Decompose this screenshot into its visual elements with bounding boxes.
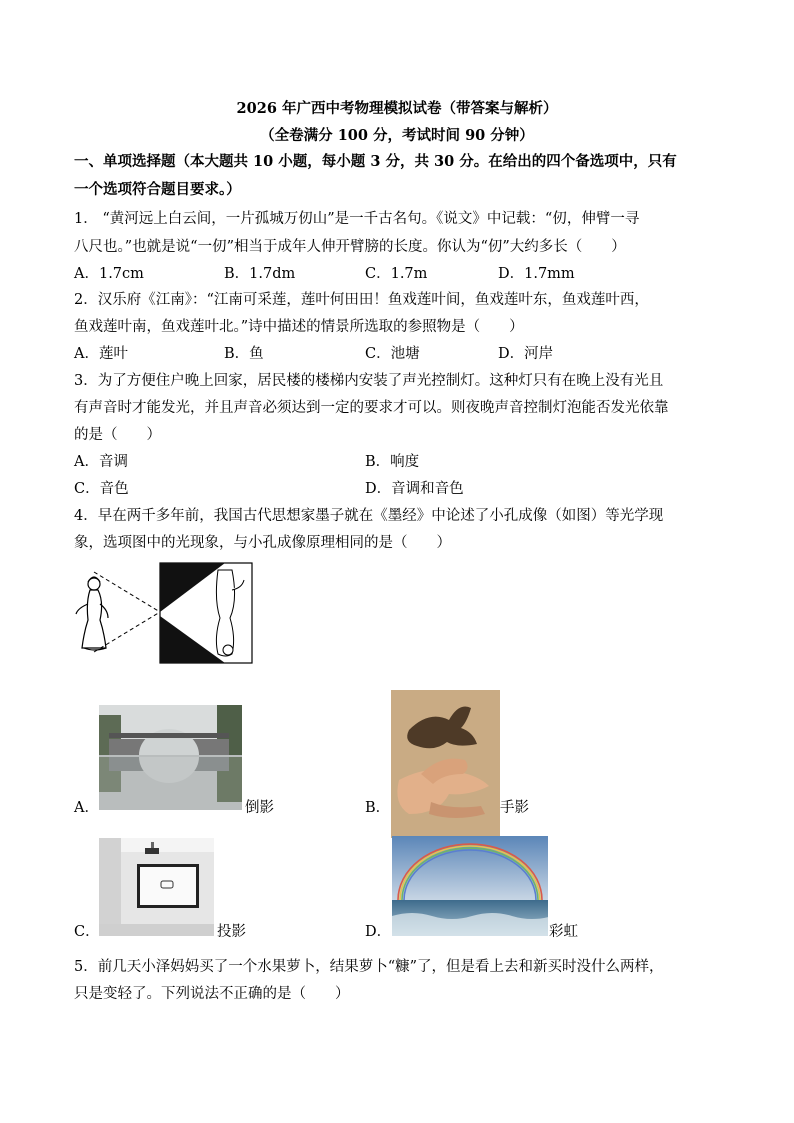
person-figure	[76, 577, 108, 650]
q4-line1: 4．早在两千多年前，我国古代思想家墨子就在《墨经》中论述了小孔成像（如图）等光学现	[74, 508, 664, 524]
option-a-image-reflection	[99, 705, 242, 810]
q1-option-d: D．1.7mm	[498, 266, 575, 282]
option-b-letter: B．	[365, 800, 391, 816]
exam-title: 2026 年广西中考物理模拟试卷（带答案与解析）	[236, 100, 558, 117]
q3-line3: 的是（ ）	[74, 427, 161, 443]
option-b-caption: 手影	[500, 800, 529, 816]
option-c-caption: 投影	[217, 924, 246, 940]
q3-line2: 有声音时才能发光，并且声音必须达到一定的要求才可以。则夜晚声音控制灯泡能否发光依靠	[74, 400, 669, 416]
q1-option-a: A．1.7cm	[74, 266, 144, 282]
option-d-letter: D．	[365, 924, 392, 940]
option-d-caption: 彩虹	[549, 924, 578, 940]
q2-line2: 鱼戏莲叶南，鱼戏莲叶北。”诗中描述的情景所选取的参照物是（ ）	[74, 319, 524, 335]
light-rays	[94, 572, 160, 652]
option-a-letter: A．	[74, 800, 99, 816]
q2-option-b: B．鱼	[224, 346, 264, 362]
option-b-image-hand-shadow	[391, 690, 500, 838]
q3-line1: 3．为了方便住户晚上回家，居民楼的楼梯内安装了声光控制灯。这种灯只有在晚上没有光且	[74, 373, 664, 389]
q2-line1: 2．汉乐府《江南》：“江南可采莲，莲叶何田田！鱼戏莲叶间，鱼戏莲叶东，鱼戏莲叶西，	[74, 292, 649, 308]
pinhole-camera-figure	[70, 560, 255, 670]
q2-option-c: C．池塘	[365, 346, 420, 362]
exam-subtitle: （全卷满分 100 分，考试时间 90 分钟）	[260, 127, 534, 144]
q3-option-c: C．音色	[74, 481, 129, 497]
q4-line2: 象，选项图中的光现象，与小孔成像原理相同的是（ ）	[74, 535, 451, 551]
option-d-image-rainbow	[392, 836, 548, 936]
q1-option-b: B．1.7dm	[224, 266, 296, 282]
q5-line2: 只是变轻了。下列说法不正确的是（ ）	[74, 986, 350, 1002]
option-c-letter: C．	[74, 924, 100, 940]
q2-option-a: A．莲叶	[74, 346, 128, 362]
q3-option-a: A．音调	[74, 454, 128, 470]
q1-line1: 1． “黄河远上白云间，一片孤城万仞山”是一千古名句。《说文》中记载：“仞，伸臂一寻	[74, 211, 640, 227]
section-heading-line1: 一、单项选择题（本大题共 10 小题，每小题 3 分，共 30 分。在给出的四个备选项中，只有	[74, 153, 677, 170]
q3-option-b: B．响度	[365, 454, 420, 470]
option-a-caption: 倒影	[245, 800, 274, 816]
q5-line1: 5．前几天小泽妈妈买了一个水果萝卜，结果萝卜“糠”了，但是看上去和新买时没什么两样，	[74, 959, 664, 975]
q3-option-d: D．音调和音色	[365, 481, 464, 497]
option-c-image-projector	[99, 838, 214, 936]
q2-option-d: D．河岸	[498, 346, 554, 362]
section-heading-line2: 一个选项符合题目要求。）	[74, 181, 241, 198]
q1-line2: 八尺也。”也就是说“一仞”相当于成年人伸开臂膀的长度。你认为“仞”大约多长（ ）	[74, 239, 626, 255]
q1-option-c: C．1.7m	[365, 266, 428, 282]
